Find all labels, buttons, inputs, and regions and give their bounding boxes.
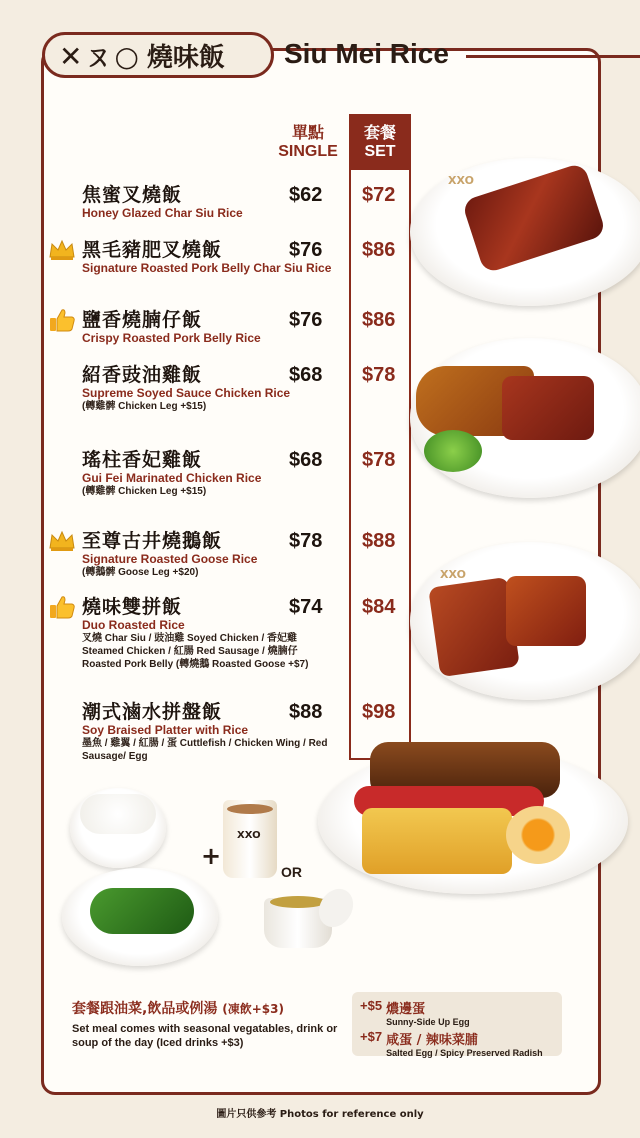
- single-price: $76: [289, 239, 323, 261]
- braised-platter-plate: [318, 748, 628, 894]
- goose-plate: XXO: [410, 542, 640, 700]
- item-name-en: Honey Glazed Char Siu Rice: [82, 206, 243, 220]
- page-title: Siu Mei Rice: [284, 38, 449, 69]
- vegetables-image: [62, 868, 218, 966]
- item-note: (轉雞髀 Chicken Leg +$15): [82, 401, 207, 412]
- item-name-en: Soy Braised Platter with Rice: [82, 723, 249, 737]
- title-zh: 燒味飯: [146, 42, 225, 73]
- addons-box: [352, 992, 562, 1056]
- set-price: $86: [362, 239, 396, 261]
- set-price: $88: [362, 530, 396, 552]
- item-name-en: Supreme Soyed Sauce Chicken Rice: [82, 386, 291, 400]
- rice-bowl-image: [70, 788, 166, 868]
- thumbs-up-icon: [48, 594, 76, 620]
- drink-cup-image: XXO: [223, 800, 277, 878]
- logo-mark: ✕ㄡ○: [59, 40, 141, 73]
- single-price: $76: [289, 309, 323, 331]
- set-column-header: 套餐 SET: [349, 114, 411, 170]
- set-price: $86: [362, 309, 396, 331]
- header-rule: [466, 55, 640, 58]
- item-note: (轉鵝髀 Goose Leg +$20): [82, 567, 199, 578]
- set-meal-note-en: Set meal comes with seasonal vegatables, drink or soup of the day (Iced drinks +$3): [72, 1023, 338, 1049]
- brand-logo: [42, 32, 274, 78]
- set-price: $78: [362, 364, 396, 386]
- single-price: $78: [289, 530, 323, 552]
- item-name-zh: 紹香豉油雞飯: [82, 364, 203, 386]
- set-column-band: [349, 114, 411, 760]
- single-price: $74: [289, 596, 323, 618]
- or-label: OR: [281, 864, 302, 880]
- item-name-en: Signature Roasted Goose Rice: [82, 552, 258, 566]
- item-name-zh: 至尊古井燒鵝飯: [82, 530, 223, 552]
- soup-bowl-image: [264, 888, 354, 948]
- single-price: $62: [289, 184, 323, 206]
- item-note: 墨魚 / 雞翼 / 紅腸 / 蛋 Cuttlefish / Chicken Wing / Red Sausage/ Egg: [82, 738, 328, 762]
- item-name-zh: 潮式滷水拼盤飯: [82, 701, 223, 723]
- item-note: 叉燒 Char Siu / 豉油雞 Soyed Chicken / 香妃雞 Steamed Chicken / 紅腸 Red Sausage / 燒腩仔 Roasted Pork Belly (轉燒鵝 Roasted Goose +$7): [82, 633, 309, 670]
- set-meal-note-zh: 套餐跟油菜,飲品或例湯 (凍飲+$3): [72, 1001, 284, 1017]
- item-name-zh: 燒味雙拼飯: [82, 596, 183, 618]
- crown-icon: [48, 237, 76, 263]
- set-price: $78: [362, 449, 396, 471]
- item-name-zh: 焦蜜叉燒飯: [82, 184, 183, 206]
- item-name-en: Crispy Roasted Pork Belly Rice: [82, 331, 261, 345]
- addon-row: +$7 咸蛋 / 辣味菜脯 Salted Egg / Spicy Preserved Radish: [360, 1029, 543, 1058]
- single-price: $68: [289, 449, 323, 471]
- single-price: $88: [289, 701, 323, 723]
- char-siu-plate: XXO: [410, 158, 640, 306]
- set-price: $72: [362, 184, 396, 206]
- set-price: $98: [362, 701, 396, 723]
- set-price: $84: [362, 596, 396, 618]
- thumbs-up-icon: [48, 307, 76, 333]
- item-name-en: Gui Fei Marinated Chicken Rice: [82, 471, 262, 485]
- item-note: (轉雞髀 Chicken Leg +$15): [82, 486, 207, 497]
- item-name-zh: 鹽香燒腩仔飯: [82, 309, 203, 331]
- item-name-en: Signature Roasted Pork Belly Char Siu Rice: [82, 261, 332, 275]
- plus-sign: +: [201, 842, 222, 870]
- item-name-zh: 黑毛豬肥叉燒飯: [82, 239, 223, 261]
- single-price: $68: [289, 364, 323, 386]
- item-name-en: Duo Roasted Rice: [82, 618, 185, 632]
- single-column-header: 單點 SINGLE: [278, 123, 338, 160]
- crown-icon: [48, 528, 76, 554]
- addon-row: +$5 燶邊蛋 Sunny-Side Up Egg: [360, 998, 470, 1027]
- item-name-zh: 瑤柱香妃雞飯: [82, 449, 203, 471]
- footer-disclaimer: 圖片只供參考 Photos for reference only: [216, 1109, 424, 1120]
- chicken-pork-plate: [410, 338, 640, 498]
